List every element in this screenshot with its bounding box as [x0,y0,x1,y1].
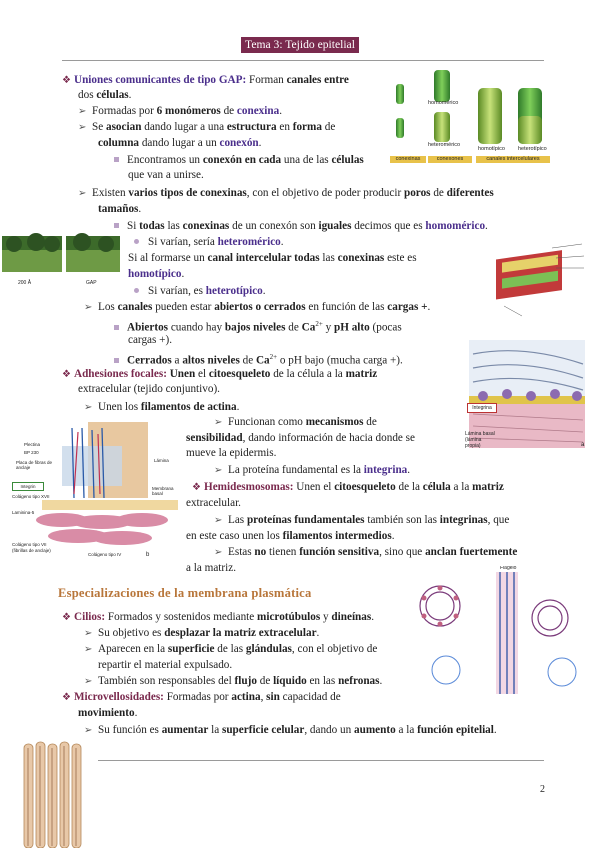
cilios-responsables-line [84,674,382,690]
text: microtúbulos [257,611,321,623]
lamina-label-2: (lámina [465,437,482,443]
hemi-estas-line2 [186,561,236,577]
text: Si varían, es [148,285,206,297]
text: anclan fuertemente [425,546,518,558]
text: de la célula a la [270,368,346,380]
text: dos [78,89,97,101]
text: , dando información de hacia donde se [242,432,416,444]
dot-bullet-icon [134,288,139,293]
text: , que [487,514,510,526]
fibrillas-label: (fibrillas de anclaje) [12,548,51,553]
text: Cerrados [127,354,172,367]
heteromerico-label: heteromérico [428,142,461,148]
placa-label: Placa de fibras de anclaje [16,460,53,470]
square-bullet-icon [114,358,119,363]
gap-canales-line [84,300,430,316]
text: pueden estar [152,301,215,313]
text: y [320,611,332,623]
gap-formed-line [78,104,282,120]
text: este es [384,252,417,264]
text: asocian [105,121,142,133]
text: dando lugar a un [139,137,220,149]
gap-encontramos-line [114,153,364,169]
text: . [280,236,284,248]
text: . [427,301,431,313]
colageno-iv-label: Colágeno tipo IV [88,552,122,557]
text: y [322,321,334,334]
text: tienen [266,546,300,558]
text: canal intercelular todas [207,252,320,264]
text: La proteína fundamental es la [228,464,364,476]
arrow-bullet-icon: ➢ [214,417,223,428]
text: de [220,105,237,117]
hemi-proteinas-line2 [186,529,394,545]
text: la [208,724,222,736]
text: 2+ [269,353,278,361]
text: decimos que es [351,220,426,232]
text: diferentes [446,187,494,199]
diamond-bullet-icon: ❖ [62,612,71,623]
text: de un conexón son [229,220,319,232]
text: columna [98,137,140,149]
micro-heading: Microvellosidades: [74,691,164,703]
text: estructura [226,121,277,133]
text: Forman [246,74,287,86]
gap-label-b: GAP [86,280,97,286]
text: Unen [169,368,196,380]
text: células [96,89,129,101]
text: de [363,416,377,428]
gap-hetero-line [134,235,284,251]
text: líquido [273,675,307,687]
arrow-bullet-icon: ➢ [84,725,93,736]
text: Si al formarse un [128,252,208,264]
conexinas-label: conexinas [390,156,426,163]
text: homotípico [128,268,182,280]
gap-canal-line2 [128,267,184,283]
arrow-bullet-icon: ➢ [84,644,93,655]
text: homomérico [425,220,486,232]
micro-funcion-line [84,723,497,739]
text: filamentos de actina [140,401,237,413]
hemidesmosome-figure [2,418,178,568]
gap-canal-line [128,251,417,267]
text: dineínas [331,611,372,623]
text: integrinas [439,514,488,526]
text: cargas + [387,301,428,313]
homotipico-label: homotípico [478,146,505,152]
text: . [407,464,411,476]
gap-todas-line [114,219,488,235]
text: que van a unirse. [128,169,204,181]
gap-heading: Uniones comunicantes de tipo GAP: [74,74,247,86]
text: heterotípico [205,285,263,297]
text: extracelular (tejido conjuntivo). [78,383,220,395]
text: Estas [228,546,255,558]
flagelo-label: Flagelo [500,566,517,571]
text: bajos niveles [224,321,286,334]
text: extracelular. [186,497,241,509]
text: , con el objetivo de poder producir [246,187,404,199]
text: Ca [255,354,270,367]
diamond-bullet-icon: ❖ [62,369,71,380]
text: célula [422,481,451,493]
text: varios tipos de conexinas [128,187,247,199]
text: conexón en cada [202,154,282,166]
focal-adhesion-figure [463,334,591,454]
text: Funcionan como [228,416,306,428]
text: 6 monómeros [156,105,221,117]
text: conexón [219,137,259,149]
text: citoesqueleto [208,368,271,380]
gap-block-figure [2,232,120,302]
hemi-estas-line [214,545,517,561]
text: conexinas [337,252,385,264]
colageno-vii-label: Colágeno tipo VII [12,542,47,547]
gap-encontramos-line2 [128,168,204,184]
gap-existen-line [78,186,494,202]
text: Los [98,301,118,313]
square-bullet-icon [114,157,119,162]
text: en las [306,675,339,687]
text: (pocas [369,321,402,334]
text: desplazar la matriz extracelular [164,627,317,639]
gap-assoc-line2 [98,136,261,152]
diamond-bullet-icon: ❖ [62,75,71,86]
text: Formados y sostenidos mediante [105,611,258,623]
text: función epitelial [417,724,494,736]
text: abiertos o cerrados [214,301,306,313]
text: de [285,321,302,334]
text: conexina [236,105,280,117]
text: . [236,401,240,413]
diamond-bullet-icon: ❖ [62,692,71,703]
text: repartir el material expulsado. [98,659,233,671]
focal-mecanismos-line2 [186,431,415,447]
text: de [256,675,274,687]
text: . [258,137,262,149]
square-bullet-icon [114,223,119,228]
text: poros [403,187,431,199]
gap-intro-line2 [78,88,131,104]
text: dando lugar a una [141,121,227,133]
text: de [430,187,447,199]
text: . [379,675,383,687]
arrow-bullet-icon: ➢ [78,106,87,117]
hemi-proteinas-line [214,513,509,529]
arrow-bullet-icon: ➢ [214,547,223,558]
header-rule [62,60,544,61]
dot-bullet-icon [134,239,139,244]
text: Si varían, sería [148,236,218,248]
text: , sino que [379,546,426,558]
text: una de las [281,154,332,166]
text: las [164,220,183,232]
arrow-bullet-icon: ➢ [214,515,223,526]
text: heteromérico [217,236,281,248]
arrow-bullet-icon: ➢ [84,302,93,313]
text: mueve la epidermis. [186,447,277,459]
text: Abiertos [127,321,169,334]
text: citoesqueleto [334,481,396,493]
gap-abiertos-line2 [128,333,172,349]
text: canales entre [286,74,349,86]
gap-3d-figure [492,240,588,326]
lamina-label-3: propia) [465,443,481,449]
homomerico-label: homomérico [428,100,459,106]
connexon-figure [390,64,570,174]
figure-letter-b: b [146,552,150,558]
hemi-line2 [186,496,241,512]
cilios-heading-line [62,610,374,626]
text: Formadas por [163,691,232,703]
text: las [319,252,338,264]
text: de [321,121,336,133]
gap-heading-line [62,73,349,89]
cilium-figure [412,566,590,700]
focal-integrina-line [214,463,410,479]
text: Las [228,514,247,526]
arrow-bullet-icon: ➢ [78,188,87,199]
colageno-xvii-label: Colágeno tipo XVII [12,494,50,499]
text: matriz [345,368,378,380]
text: . [493,724,497,736]
diamond-bullet-icon: ❖ [192,482,201,493]
text: . [128,89,132,101]
focal-actina-line [84,400,239,416]
text: iguales [318,220,352,232]
bp230-label: BP 230 [24,450,39,455]
arrow-bullet-icon: ➢ [84,628,93,639]
text: altos niveles [182,354,240,367]
text: . [316,627,320,639]
gap-label-a: 200 Å [18,280,32,286]
text: Aparecen en la [98,643,168,655]
text: Se [92,121,106,133]
figure-letter-a: a [581,442,585,448]
text: de las [214,643,246,655]
text: de [239,354,256,367]
text: filamentos intermedios [282,530,392,542]
cilios-aparecen-line2 [98,658,232,674]
text: a la [450,481,473,493]
text: , dando un [304,724,355,736]
text: sin [266,691,280,703]
text: células [331,154,364,166]
hemi-heading: Hemidesmosomas: [204,481,294,493]
arrow-bullet-icon: ➢ [84,676,93,687]
text: 2+ [315,320,323,328]
text: a la [395,724,418,736]
text: Unen el [293,481,335,493]
text: todas [139,220,165,232]
text: nefronas [338,675,380,687]
plectina-label: Plectina [24,442,41,447]
text: integrina [363,464,408,476]
text: Encontramos un [127,154,203,166]
text: de la [395,481,423,493]
text: mecanismos [305,416,364,428]
text: superficie celular [221,724,305,736]
text: conexinas [182,220,230,232]
text: , con el objetivo de [291,643,378,655]
lamina-tag: Lámina [154,458,169,463]
text: Formadas por [92,105,157,117]
integrin-tag: Integrin [12,482,44,491]
text: . [371,611,375,623]
text: . [391,530,395,542]
page-title: Tema 3: Tejido epitelial [241,37,359,53]
text: Ca [301,321,316,334]
text: . [138,203,142,215]
text: superficie [167,643,215,655]
text: tamaños [98,203,139,215]
text: matriz [472,481,504,493]
arrow-bullet-icon: ➢ [84,402,93,413]
focal-line2 [78,382,220,398]
micro-line2 [78,706,137,722]
text: cargas +). [128,334,172,346]
text: forma [292,121,322,133]
gap-assoc-line [78,120,335,136]
text: a la matriz. [186,562,237,574]
text: . [279,105,282,117]
text: . [485,220,488,232]
gap-hetot-line [134,284,266,300]
text: Si [127,220,140,232]
text: Existen [92,187,129,199]
text: También son responsables del [98,675,235,687]
text: aumento [354,724,396,736]
arrow-bullet-icon: ➢ [78,122,87,133]
text: en función de las [305,301,388,313]
microvilli-figure [22,738,92,848]
conexones-label: conexones [428,156,472,163]
page-number: 2 [540,784,545,795]
text: en [276,121,293,133]
text: el [195,368,209,380]
text: a [171,354,183,367]
text: . [262,285,266,297]
text: flujo [234,675,257,687]
cilios-aparecen-line [84,642,377,658]
text: . [134,707,138,719]
text: capacidad de [279,691,341,703]
lamina-label-1: Lámina basal [465,431,495,437]
text: proteínas fundamentales [246,514,365,526]
cilios-objetivo-line [84,626,319,642]
header [0,37,600,54]
text: canales [117,301,153,313]
canales-label: canales intercelulares [476,156,550,163]
text: o pH bajo (mucha carga +). [277,354,403,367]
text: movimiento [78,707,135,719]
focal-mecanismos-line3 [186,446,276,462]
text: Unen los [98,401,141,413]
text: Su objetivo es [98,627,165,639]
micro-heading-line [62,690,341,706]
cilios-heading: Cilios: [74,611,106,623]
text: en este caso unen los [186,530,283,542]
hemi-heading-line [192,480,504,496]
integrina-tag: Integrina [467,403,497,413]
text: pH alto [333,321,370,334]
gap-existen-line2 [98,202,141,218]
section-title: Especializaciones de la membrana plasmática [58,586,312,600]
focal-heading: Adhesiones focales: [74,368,167,380]
text: función sensitiva [299,546,380,558]
laminina-label: Laminina-5 [12,510,35,515]
focal-heading-line [62,367,377,383]
arrow-bullet-icon: ➢ [214,465,223,476]
text: no [254,546,267,558]
heterotipico-label: heterotípico [518,146,547,152]
text: sensibilidad [186,432,243,444]
square-bullet-icon [114,325,119,330]
text: glándulas [245,643,292,655]
text: también son las [364,514,440,526]
focal-mecanismos-line [214,415,377,431]
text: . [181,268,185,280]
text: , [260,691,267,703]
text: aumentar [161,724,209,736]
membrana-label: Membrana basal [152,486,174,496]
text: actina [231,691,261,703]
footer-rule [98,760,544,761]
text: Su función es [98,724,162,736]
text: cuando hay [168,321,225,334]
